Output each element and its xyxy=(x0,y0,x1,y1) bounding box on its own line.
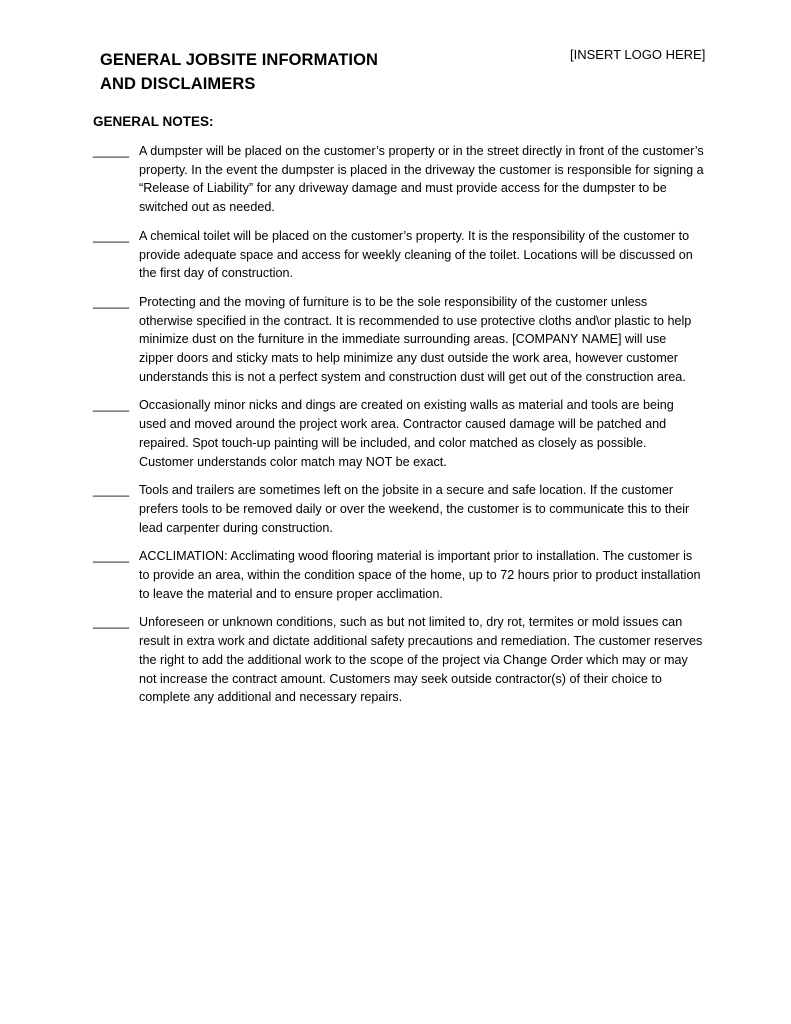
logo-placeholder: [INSERT LOGO HERE] xyxy=(570,47,706,62)
note-item xyxy=(93,481,713,537)
general-notes-heading: GENERAL NOTES: xyxy=(93,114,214,129)
note-item xyxy=(93,227,713,283)
note-item xyxy=(93,396,713,471)
note-item xyxy=(93,142,713,217)
general-notes-list xyxy=(93,142,713,717)
initial-blank: _____ xyxy=(93,548,130,564)
note-item xyxy=(93,293,713,387)
initial-blank: _____ xyxy=(93,143,130,158)
note-text: ACCLIMATION: Acclimating wood flooring material is important prior to installation. The customer is to provide an area, within the condition space of the home, up to 72 hours prior to product installation to leave the material and to ensure proper acclimation. xyxy=(139,549,701,601)
note-text: Tools and trailers are sometimes left on the jobsite in a secure and safe location. If the customer prefers tools to be removed daily or over the weekend, the customer is to communicate this to their lead carpenter during construction. xyxy=(139,483,690,535)
note-text: Unforeseen or unknown conditions, such as but not limited to, dry rot, termites or mold issues can result in extra work and dictate additional safety precautions and remediation. The customer reserves the right to add the additional work to the scope of the project via Change Order which may or may not increase the contract amount. Customers may seek outside contractor(s) of their choice to complete any additional and necessary repairs. xyxy=(139,615,703,705)
initial-blank: _____ xyxy=(93,293,130,309)
title-line-2: AND DISCLAIMERS xyxy=(100,75,256,93)
note-item xyxy=(93,613,713,707)
initial-blank: _____ xyxy=(93,614,130,630)
note-text: A dumpster will be placed on the customer’s property or in the street directly in front of the customer’s property. In the event the dumpster is placed in the driveway the customer is responsible for signing a “Release of Liability” for any driveway damage and must provide access for the dumpster to be switched out as needed. xyxy=(139,144,704,215)
initial-blank: _____ xyxy=(93,482,130,498)
title-line-1: GENERAL JOBSITE INFORMATION xyxy=(100,51,379,69)
note-text: A chemical toilet will be placed on the customer’s property. It is the responsibility of the customer to provide adequate space and access for weekly cleaning of the toilet. Locations will be discussed on the first day of construction. xyxy=(139,228,693,281)
initial-blank: _____ xyxy=(93,397,130,413)
note-item xyxy=(93,547,713,603)
initial-blank: _____ xyxy=(93,227,130,243)
document-title xyxy=(100,48,378,96)
note-text: Protecting and the moving of furniture is to be the sole responsibility of the customer unless otherwise specified in the contract. It is recommended to use protective cloths and\or plastic to help minimize dust on the furniture in the immediate surrounding areas. [COMPANY NAME] will use zipper doors and sticky mats to help minimize any dust outside the work area, however customer understands this is not a perfect system and construction dust will get out of the construction area. xyxy=(139,294,692,384)
note-text: Occasionally minor nicks and dings are created on existing walls as material and tools are being used and moved around the project work area. Contractor caused damage will be patched and repaired. Spot touch-up painting will be included, and color matched as closely as possible. Customer understands color match may NOT be exact. xyxy=(139,398,674,469)
